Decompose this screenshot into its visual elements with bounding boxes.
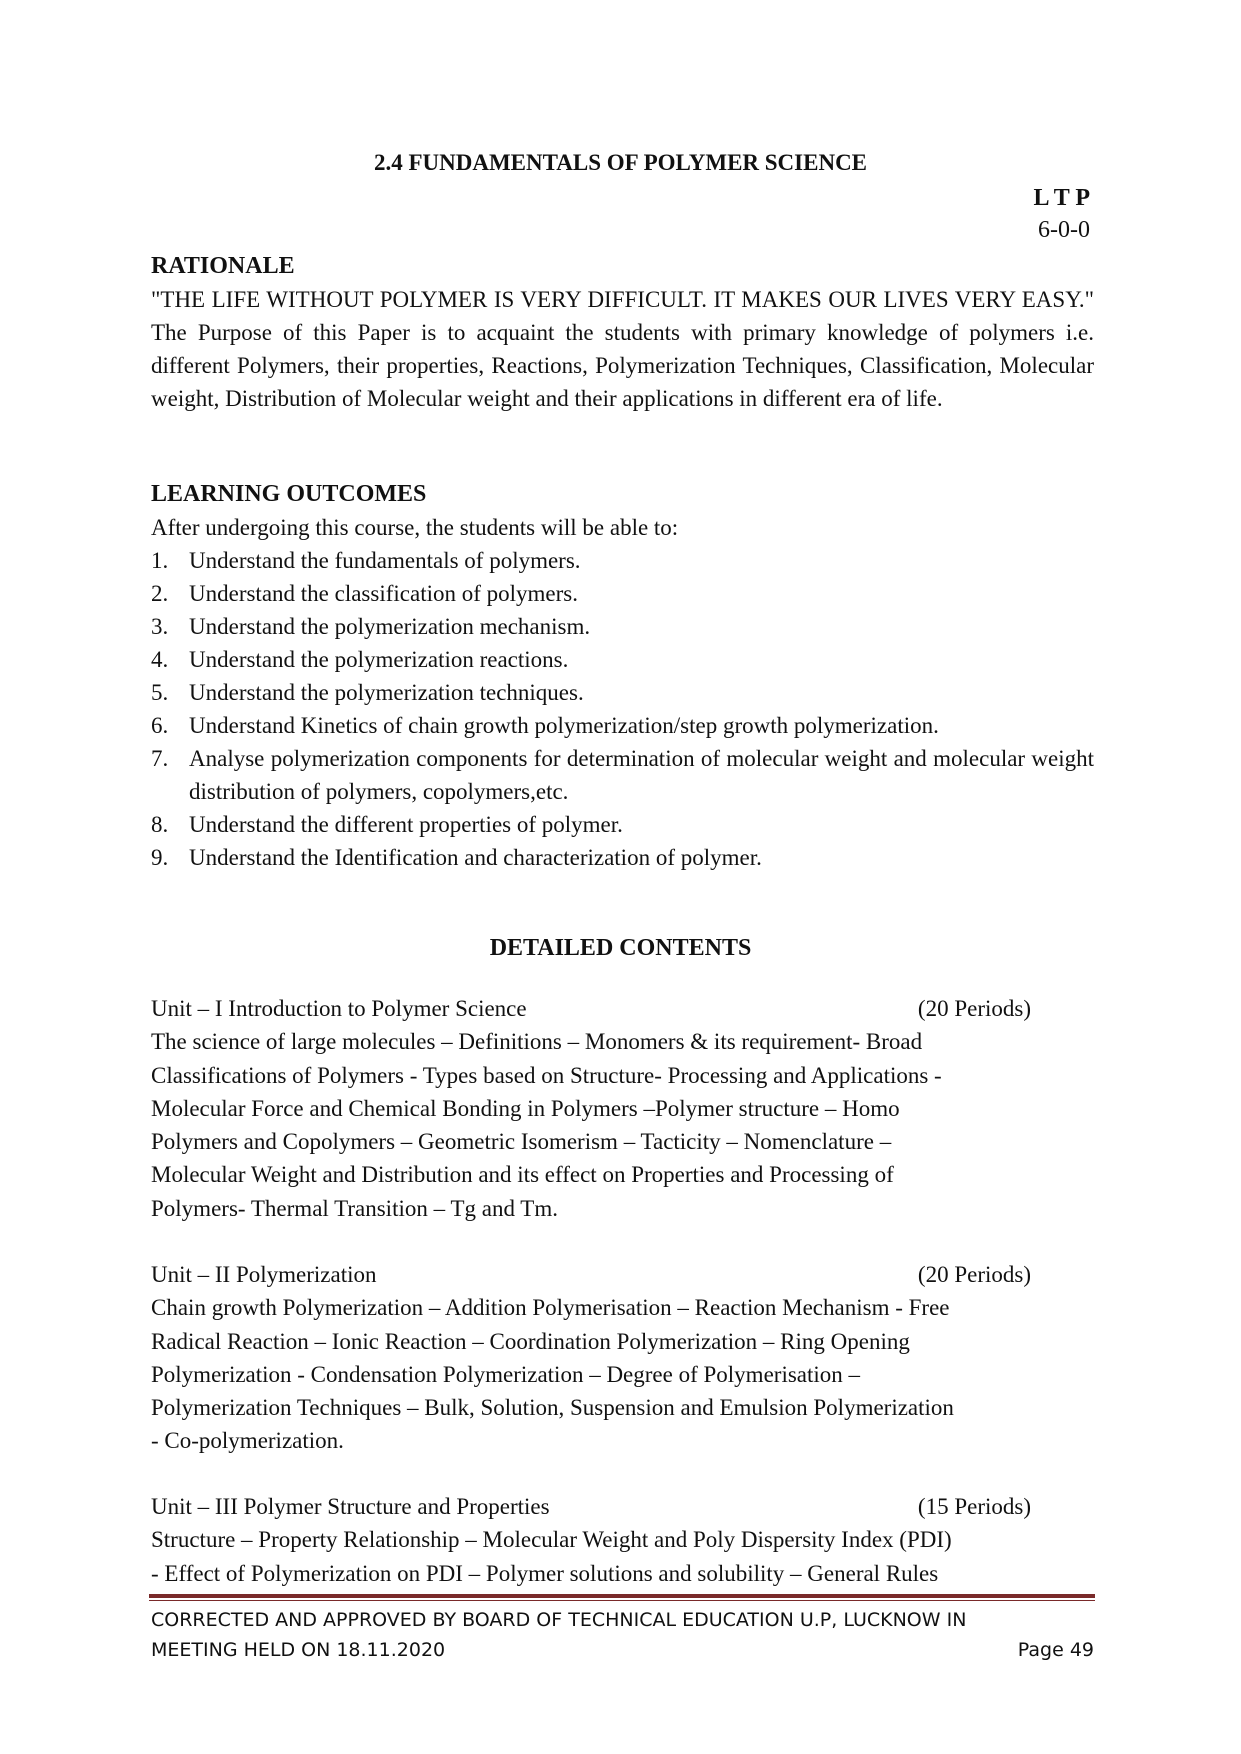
unit-periods: (20 Periods): [917, 996, 1031, 1021]
outcomes-intro: After undergoing this course, the students will be able to:: [151, 515, 679, 540]
unit-1: [151, 992, 1031, 1225]
outcome-text: Understand the polymerization techniques.: [189, 680, 584, 705]
footer-line-1: CORRECTED AND APPROVED BY BOARD OF TECHNICAL EDUCATION U.P, LUCKNOW IN: [151, 1609, 967, 1631]
course-title: 2.4 FUNDAMENTALS OF POLYMER SCIENCE: [373, 150, 868, 175]
unit-title: Unit – II Polymerization: [151, 1262, 377, 1287]
outcome-item: [151, 577, 1094, 610]
outcome-item: [151, 610, 1094, 643]
outcome-text: Understand Kinetics of chain growth polymerization/step growth polymerization.: [189, 713, 939, 738]
contents-heading: DETAILED CONTENTS: [489, 935, 752, 961]
unit-3: [151, 1490, 1031, 1590]
unit-line: Radical Reaction – Ionic Reaction – Coordination Polymerization – Ring Opening: [151, 1328, 910, 1354]
ltp-block: [1034, 182, 1090, 246]
outcome-item: [151, 808, 1094, 841]
outcome-item: [151, 676, 1094, 709]
unit-line: The science of large molecules – Definitions – Monomers & its requirement- Broad: [151, 1029, 923, 1055]
outcome-number: 4.: [151, 647, 169, 672]
unit-line: Chain growth Polymerization – Addition Polymerisation – Reaction Mechanism - Free: [151, 1295, 950, 1321]
unit-line: Molecular Force and Chemical Bonding in Polymers –Polymer structure – Homo: [151, 1095, 900, 1121]
unit-2: [151, 1258, 1031, 1458]
outcome-text: Understand the fundamentals of polymers.: [189, 548, 581, 573]
outcome-item: [151, 742, 1094, 808]
unit-line: Polymers and Copolymers – Geometric Isomerism – Tacticity – Nomenclature –: [151, 1129, 892, 1155]
unit-title: Unit – III Polymer Structure and Properties: [151, 1494, 550, 1519]
unit-line: Structure – Property Relationship – Molecular Weight and Poly Dispersity Index (PDI): [151, 1527, 952, 1553]
outcomes-section: [151, 478, 1094, 874]
unit-periods: (15 Periods): [917, 1494, 1031, 1519]
rationale-heading: RATIONALE: [151, 253, 295, 279]
outcome-text: Understand the different properties of polymer.: [189, 812, 623, 837]
page-number: Page 49: [1017, 1639, 1094, 1661]
footer-rule-thin: [149, 1600, 1095, 1601]
outcome-number: 6.: [151, 713, 169, 738]
outcome-number: 1.: [151, 548, 169, 573]
outcome-text: Understand the polymerization mechanism.: [189, 614, 591, 639]
footer-line-2: MEETING HELD ON 18.11.2020: [151, 1639, 446, 1661]
outcomes-list: [151, 544, 1094, 874]
outcome-text: Understand the polymerization reactions.: [189, 647, 569, 672]
outcome-item: [151, 841, 1094, 874]
rationale-section: [151, 250, 1094, 415]
ltp-label: L T P: [1033, 185, 1090, 211]
outcome-number: 5.: [151, 680, 169, 705]
rationale-text: "THE LIFE WITHOUT POLYMER IS VERY DIFFICULT. IT MAKES OUR LIVES VERY EASY." The Purpose of this Paper is to acquaint the students with primary knowledge of polymers i.e. different Polymers, their properties, Reactions, Polymerization Techniques, Classification, Molecular weight, Distribution of Molecular weight and their applications in different era of life.: [151, 287, 1094, 411]
ltp-value: 6-0-0: [1038, 217, 1090, 243]
outcome-number: 2.: [151, 581, 169, 606]
unit-periods: (20 Periods): [917, 1262, 1031, 1287]
outcome-number: 3.: [151, 614, 169, 639]
outcome-number: 7.: [151, 746, 169, 771]
outcome-text: Understand the classification of polymers.: [189, 581, 578, 606]
unit-line: Polymers- Thermal Transition – Tg and Tm.: [151, 1195, 558, 1221]
unit-line: Classifications of Polymers - Types based on Structure- Processing and Applications -: [151, 1062, 942, 1088]
outcome-item: [151, 544, 1094, 577]
outcome-number: 9.: [151, 845, 169, 870]
unit-line: - Effect of Polymerization on PDI – Polymer solutions and solubility – General Rules: [151, 1560, 939, 1586]
page-footer: [151, 1605, 1094, 1665]
unit-line: - Co-polymerization.: [151, 1428, 344, 1454]
unit-line: Polymerization - Condensation Polymerization – Degree of Polymerisation –: [151, 1361, 861, 1387]
outcome-item: [151, 643, 1094, 676]
unit-line: Molecular Weight and Distribution and its effect on Properties and Processing of: [151, 1162, 894, 1188]
unit-line: Polymerization Techniques – Bulk, Solution, Suspension and Emulsion Polymerization: [151, 1395, 954, 1421]
unit-title: Unit – I Introduction to Polymer Science: [151, 996, 527, 1021]
outcome-text: Understand the Identification and characterization of polymer.: [189, 845, 762, 870]
outcome-item: [151, 709, 1094, 742]
footer-rule: [149, 1594, 1095, 1598]
outcomes-heading: LEARNING OUTCOMES: [151, 481, 427, 507]
outcome-text: Analyse polymerization components for determination of molecular weight and molecular weight distribution of polymers, copolymers,etc.: [189, 746, 1094, 804]
outcome-number: 8.: [151, 812, 169, 837]
